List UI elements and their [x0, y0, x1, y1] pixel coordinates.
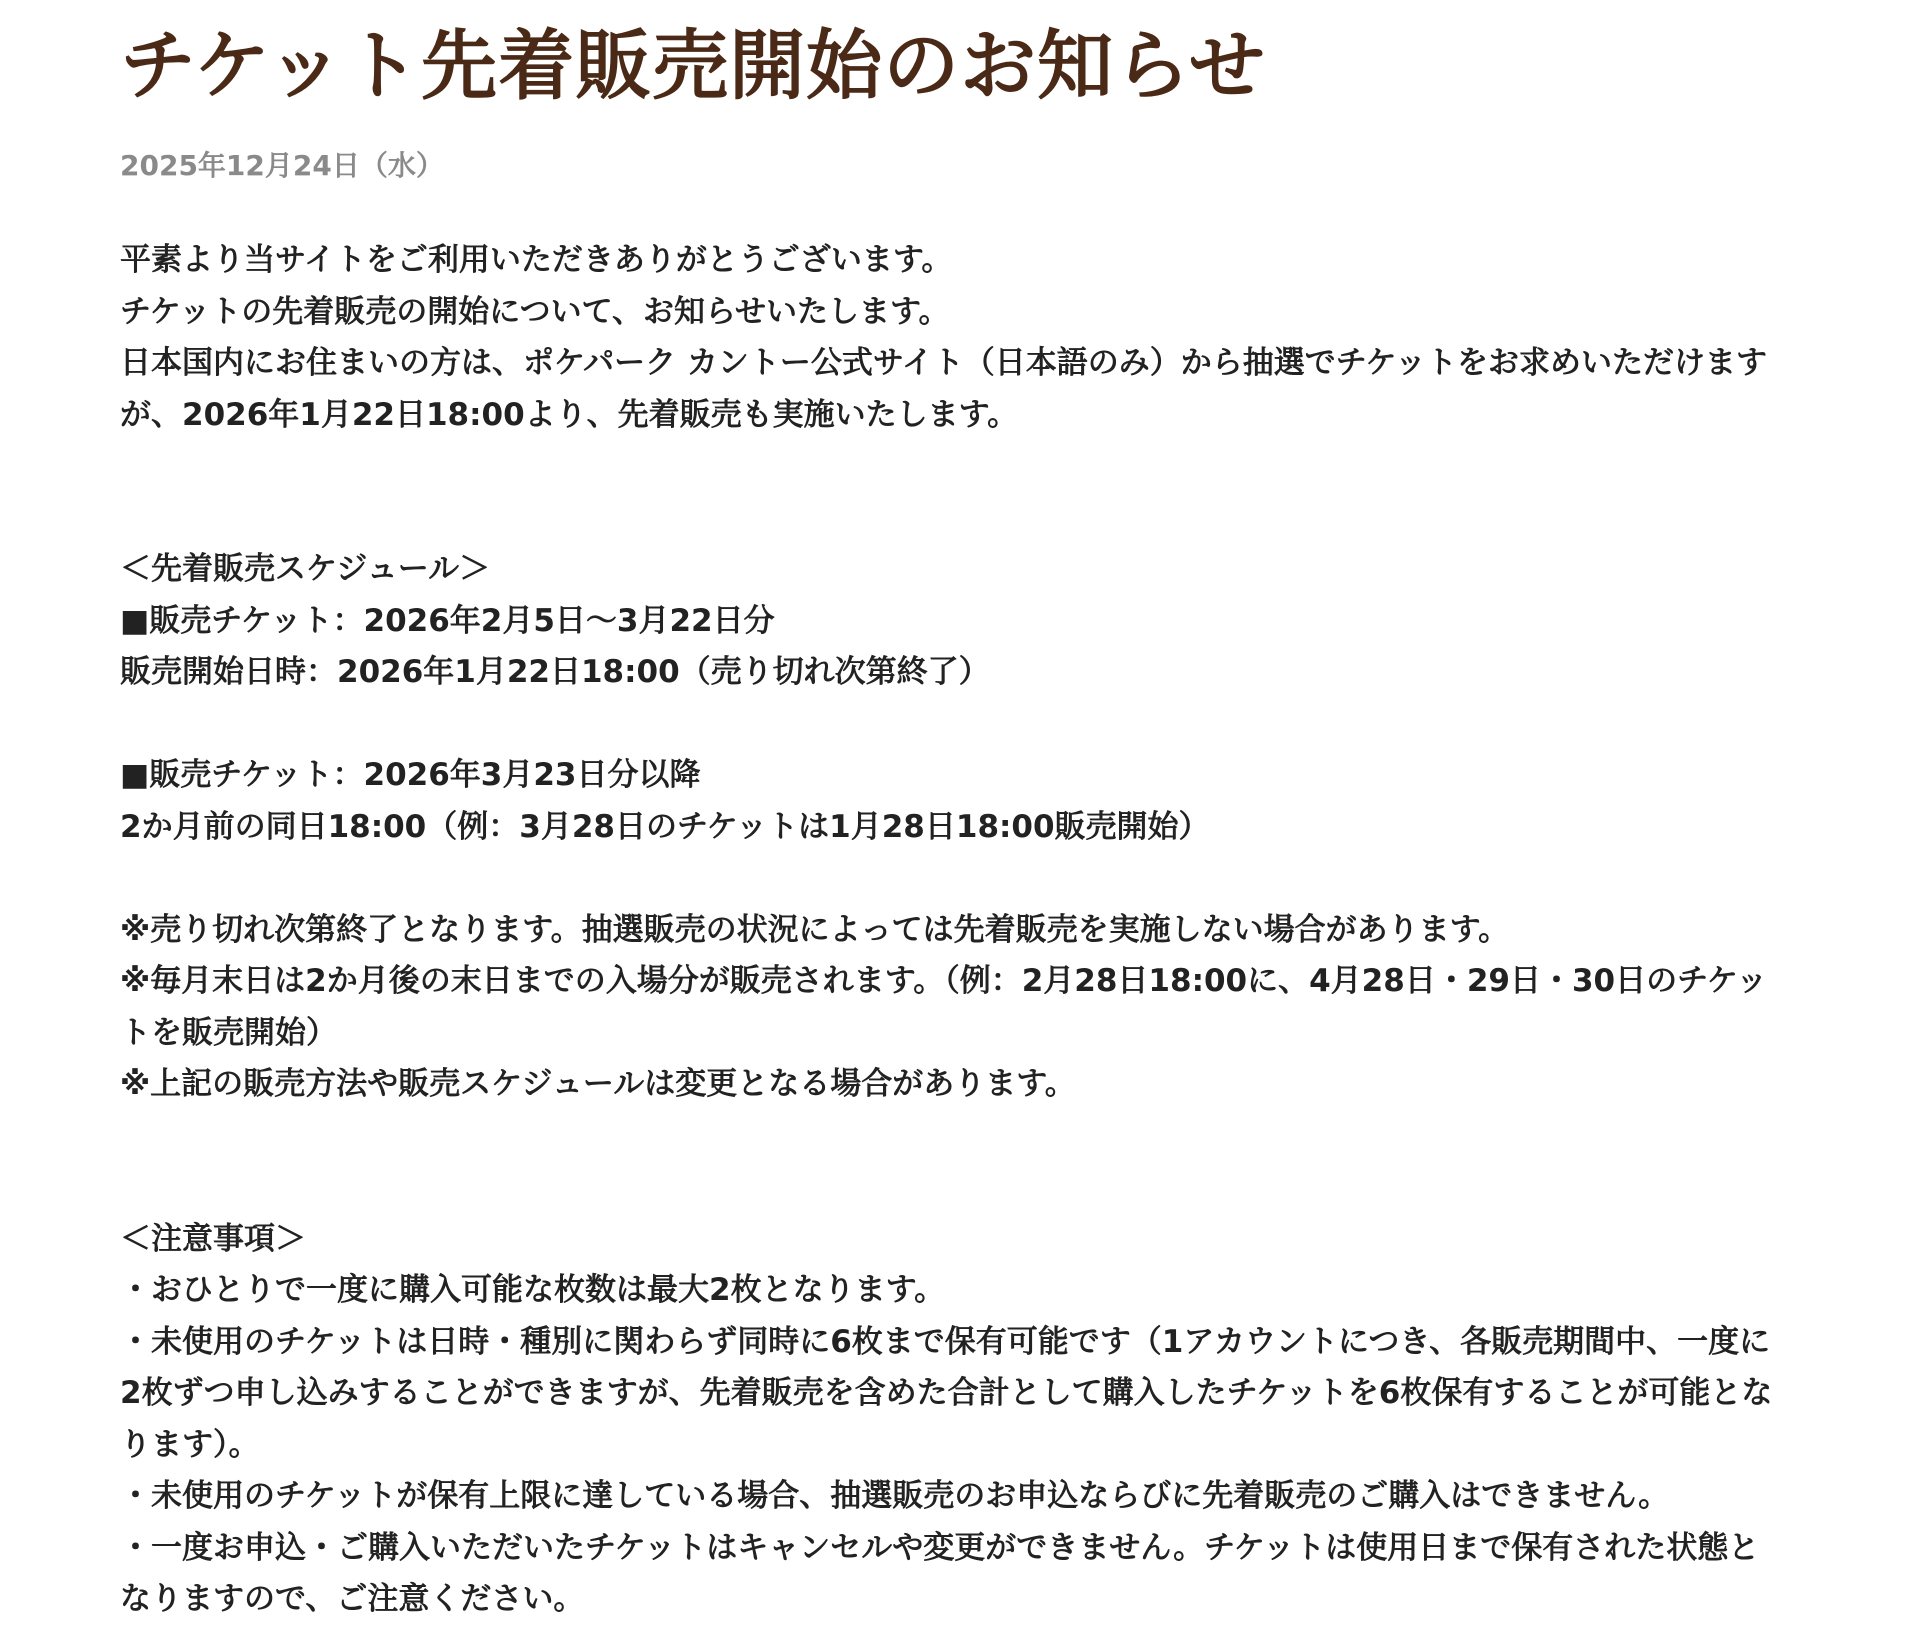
caution-item: ・未使用のチケットは日時・種別に関わらず同時に6枚まで保有可能です（1アカウントにつき、各販売期間中、一度に [120, 1323, 1771, 1360]
schedule-item: ■販売チケット：2026年2月5日〜3月22日分 [120, 602, 775, 639]
schedule-heading: ＜先着販売スケジュール＞ [120, 551, 491, 587]
schedule-item: ■販売チケット：2026年3月23日分以降 [120, 757, 701, 793]
caution-item: ります）。 [120, 1426, 260, 1463]
page-title: チケット先着販売開始のお知らせ [120, 21, 1266, 110]
body-line: チケットの先着販売の開始について、お知らせいたします。 [120, 293, 950, 330]
publish-date: 2025年12月24日（水） [120, 149, 444, 182]
schedule-detail: 2か月前の同日18:00（例：3月28日のチケットは1月28日18:00販売開始） [120, 808, 1210, 845]
note-line: トを販売開始） [120, 1014, 337, 1051]
caution-item: ・未使用のチケットが保有上限に達している場合、抽選販売のお申込ならびに先着販売のご購入はできません。 [120, 1478, 1670, 1514]
blank-line [120, 1162, 1840, 1214]
schedule-detail: 販売開始日時：2026年1月22日18:00（売り切れ次第終了） [120, 654, 990, 690]
blank-line [120, 1111, 1840, 1163]
blank-line [120, 493, 1840, 545]
article-body [120, 235, 1840, 1626]
blank-line [120, 699, 1840, 751]
caution-item: なりますので、ご注意ください。 [120, 1581, 585, 1617]
note-line: ※毎月末日は2か月後の末日までの入場分が販売されます。（例：2月28日18:00に、4月28日・29日・30日のチケッ [120, 963, 1768, 999]
body-line: が、2026年1月22日18:00より、先着販売も実施いたします。 [120, 396, 1019, 433]
blank-line [120, 441, 1840, 493]
note-line: ※上記の販売方法や販売スケジュールは変更となる場合があります。 [120, 1066, 1076, 1102]
caution-item: ・おひとりで一度に購入可能な枚数は最大2枚となります。 [120, 1272, 946, 1308]
body-line: 平素より当サイトをご利用いただきありがとうございます。 [120, 242, 953, 278]
caution-item: ・一度お申込・ご購入いただいたチケットはキャンセルや変更ができません。チケットは使用日まで保有された状態と [120, 1529, 1760, 1566]
caution-heading: ＜注意事項＞ [120, 1220, 306, 1257]
notice-article [120, 18, 1840, 1626]
blank-line [120, 853, 1840, 905]
caution-item: 2枚ずつ申し込みすることができますが、先着販売を含めた合計として購入したチケットを6枚保有することが可能とな [120, 1375, 1773, 1411]
body-line: 日本国内にお住まいの方は、ポケパーク カントー公式サイト（日本語のみ）から抽選でチケットをお求めいただけます [120, 345, 1767, 381]
note-line: ※売り切れ次第終了となります。抽選販売の状況によっては先着販売を実施しない場合があります。 [120, 911, 1510, 948]
